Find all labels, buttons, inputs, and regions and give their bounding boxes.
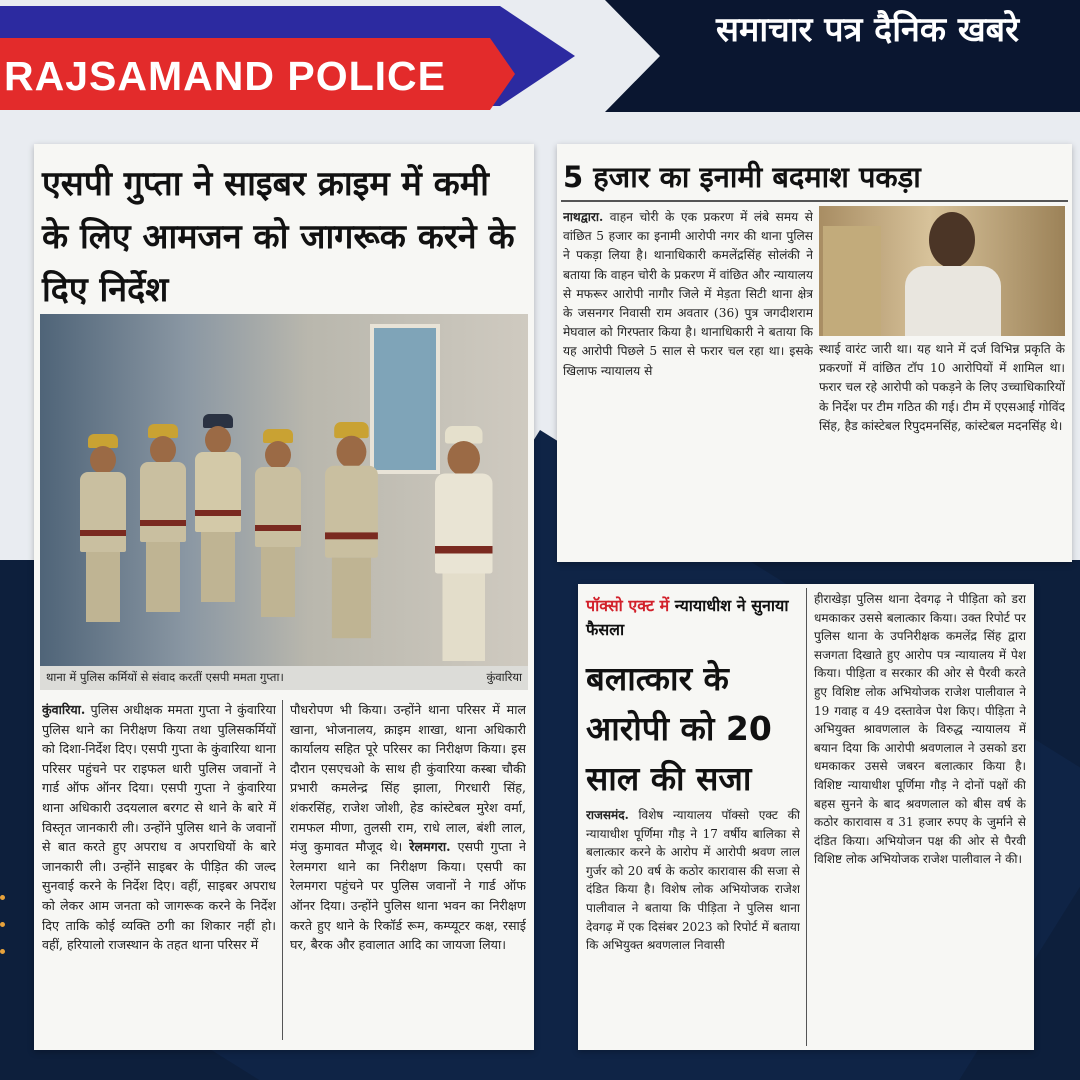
caption-place: कुंवारिया: [486, 670, 522, 684]
headline-rule: [561, 200, 1068, 202]
article-headline: 5 हजार का इनामी बदमाश पकड़ा: [563, 160, 921, 194]
page-title: RAJSAMAND POLICE: [4, 53, 446, 99]
decorative-dots: [0, 895, 20, 985]
caption-text: थाना में पुलिस कर्मियों से संवाद करतीं एसपी ममता गुप्ता।: [46, 670, 284, 684]
dateline: रेलमगरा.: [409, 839, 451, 855]
article-column-1: [563, 208, 813, 558]
column-text: पौधरोपण भी किया। उन्होंने थाना परिसर में माल खाना, भोजनालय, क्राइम शाखा, थाना अधिकारी कार्यालय सहित पूरे परिसर का निरीक्षण किया। इस दौरान एसएचओ के साथ ही कुंवारिया कस्बा चौकी प्रभारी कमलेन्द्र सिंह झाला, गिरधारी सिंह, शंकरसिंह, राजेश जोशी, हेड कांस्टेबल मुरेश वर्मा, रामफल मीणा, तुलसी राम, राधे लाल, बंशी लाल, मंजु कुमावत मौजूद थे।: [290, 702, 526, 855]
article-column-2: [819, 340, 1065, 558]
news-clipping-sp-gupta: [34, 144, 534, 1050]
article-kicker: [586, 594, 798, 642]
person-torso: [905, 266, 1001, 336]
photo-caption: [40, 666, 528, 690]
column-text: एसपी गुप्ता ने रेलमगरा थाने का निरीक्षण किया। एसपी का रेलमगरा पहुंचने पर पुलिस जवानों ने गार्ड ऑफ ऑनर दिया। उन्होंने पुलिस थाना भवन का निरीक्षण करते हुए थाने के रिकॉर्ड रूम, कम्प्यूटर कक्ष, रसाई घर, बैरक और हवालात आदि का जायजा लिया।: [290, 839, 526, 953]
page-subtitle: समाचार पत्र दैनिक खबरे: [716, 10, 1019, 50]
officer-arm: [823, 226, 881, 336]
article-column-2: [814, 590, 1026, 1046]
column-divider: [806, 588, 807, 1046]
dateline: नाथद्वारा.: [563, 210, 604, 224]
column-text: पुलिस अधीक्षक ममता गुप्ता ने कुंवारिया पुलिस थाने का निरीक्षण किया तथा पुलिसकर्मियों को दिशा-निर्देश दिए। एसपी गुप्ता के कुंवारिया थाना परिसर पहुंचने पर राइफल धारी पुलिस जवानों ने गार्ड ऑफ ऑनर दिया। एसपी गुप्ता ने कुंवारिया थाना अधिकारी उदयलाल बरगट से थाने के बारे में विस्तृत जानकारी ली। उन्होंने पुलिस थाने के जवानों से बात करते हुए अपराध व अपराधियों के बारे जानकारी ली। उन्होंने साइबर के पीड़ित की जल्द सुनवाई करने के निर्देश दिए। वहीं, साइबर अपराध को लेकर आम जनता को जागरूक करने के निर्देश दिए ताकि कोई व्यक्ति ठगी का शिकार नहीं हो। वहीं, हरियालो राजस्थान के तहत थाना परिसर में: [42, 702, 276, 953]
dateline: राजसमंद.: [586, 808, 629, 822]
window-icon: [370, 324, 440, 474]
column-divider: [282, 700, 283, 1040]
article-column-2: [290, 700, 526, 1044]
dateline: कुंवारिया.: [42, 702, 86, 717]
column-text: स्थाई वारंट जारी था। यह थाने में दर्ज विभिन्न प्रकृति के प्रकरणों में वांछित टॉप 10 आरोपियों में शामिल था। फरार चल रहे आरोपी को पकड़ने के लिए उच्चाधिकारियों के निर्देश पर टीम गठित की गई। टीम में एएसआई गोविंद सिंह, हैड कांस्टेबल रिपुदमनसिंह, कांस्टेबल मदनसिंह थे।: [819, 342, 1065, 433]
news-clipping-reward-criminal: [557, 144, 1072, 562]
arrested-person-photo: [819, 206, 1065, 336]
person-head: [929, 212, 975, 268]
news-clipping-pocso-verdict: [578, 584, 1034, 1050]
column-text: हीराखेड़ा पुलिस थाना देवगढ़ ने पीड़िता को डरा धमकाकर उससे बलात्कार किया। उक्त रिपोर्ट पर पुलिस थाना के उपनिरीक्षक कमलेंद्र सिंह द्वारा सजगता दिखाते हुए आरोप पत्र न्यायालय में पेश किया। पीड़िता व सरकार की ओर से पैरवी करते हुए विशिष्ट लोक अभियोजक राजेश पालीवाल ने 19 गवाह व 49 दस्तावेज पेश किए। पीड़िता ने अभियुक्त श्रावणलाल के विरुद्ध न्यायालय में बयान दिया कि आरोपी श्रवणलाल ने उसको डरा धमकाकर उससे जबरन बलात्कार किया है। विशिष्ट न्यायाधीश पूर्णिमा गौड़ ने दोनों पक्षों की बहस सुनने के बाद श्रवणलाल को बीस वर्ष के कठोर कारावास व 31 हजार रुपए के जुर्माने से दंडित किया। अभियोजन पक्ष की ओर से पैरवी विशिष्ट लोक अभियोजक राजेश पालीवाल ने की।: [814, 592, 1026, 867]
column-text: विशेष न्यायालय पॉक्सो एक्ट की न्यायाधीश पूर्णिमा गौड़ ने 17 वर्षीय बालिका से बलात्कार करने के आरोप में आरोपी श्रवण लाल गुर्जर को 20 वर्ष के कठोर कारावास की सजा से दंडित किया है। विशेष लोक अभियोजक राजेश पालीवाल ने बताया कि पीड़िता ने पुलिस थाना देवगढ़ में एक दिसंबर 2023 को रिपोर्ट में बताया कि अभियुक्त श्रवणलाल निवासी: [586, 808, 800, 953]
article-column-1: [586, 806, 800, 1046]
column-text: वाहन चोरी के एक प्रकरण में लंबे समय से वांछित 5 हजार का इनामी आरोपी नगर की थाना पुलिस ने पकड़ा लिया है। थानाधिकारी कमलेंद्रसिंह सोलंकी ने बताया कि वाहन चोरी के प्रकरण में वांछित और न्यायालय से मफरूर आरोपी नागौर जिले में मेड़ता सिटी थाना क्षेत्र के जसनगर निवासी राम अवतार (36) पुत्र जगदीशराम मेघवाल को गिरफ्तार किया है। थानाधिकारी ने बताया कि यह आरोपी पिछले 5 साल से फरार चल रहा था। इसके खिलाफ न्यायालय से: [563, 210, 813, 378]
kicker-highlight: पॉक्सो एक्ट में: [586, 596, 670, 615]
article-headline: एसपी गुप्ता ने साइबर क्राइम में कमी के लिए आमजन को जागरूक करने के दिए निर्देश: [42, 164, 515, 310]
kicker-text: न्यायाधीश ने सुनाया फैसला: [586, 596, 789, 639]
article-headline: बलात्कार के आरोपी को 20 साल की सजा: [586, 659, 772, 798]
article-column-1: [42, 700, 276, 1044]
article-photo: [40, 314, 528, 666]
